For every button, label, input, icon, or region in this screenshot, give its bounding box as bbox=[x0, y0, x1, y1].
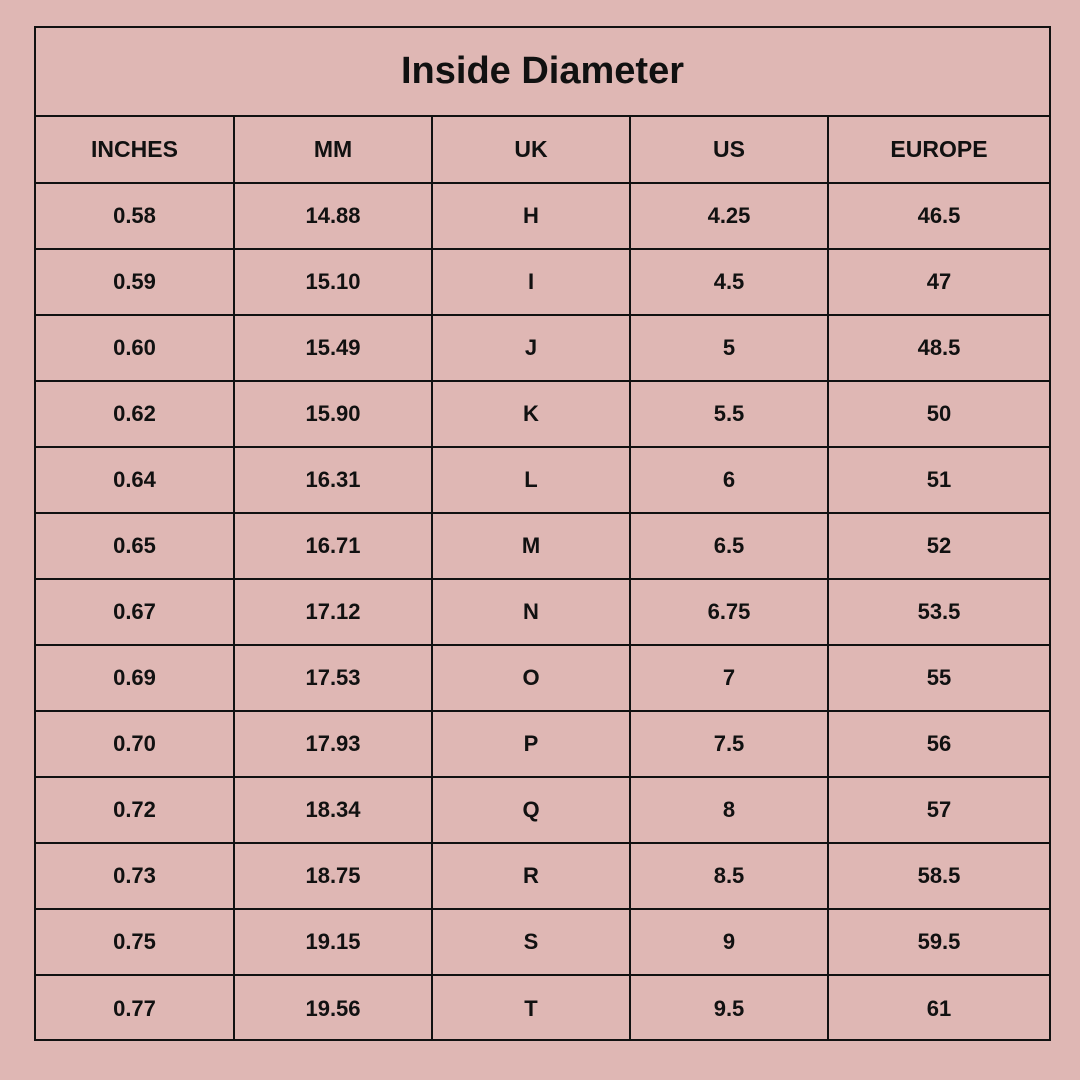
cell-us: 6.75 bbox=[630, 579, 828, 645]
cell-uk: O bbox=[432, 645, 630, 711]
cell-mm: 17.53 bbox=[234, 645, 432, 711]
ring-size-chart bbox=[34, 26, 1051, 1041]
cell-uk: J bbox=[432, 315, 630, 381]
cell-inches: 0.73 bbox=[36, 843, 234, 909]
cell-europe: 53.5 bbox=[828, 579, 1049, 645]
cell-mm: 19.15 bbox=[234, 909, 432, 975]
table-row bbox=[36, 843, 1049, 909]
header-row bbox=[36, 117, 1049, 183]
table-row bbox=[36, 183, 1049, 249]
cell-europe: 58.5 bbox=[828, 843, 1049, 909]
cell-inches: 0.65 bbox=[36, 513, 234, 579]
cell-europe: 50 bbox=[828, 381, 1049, 447]
cell-europe: 52 bbox=[828, 513, 1049, 579]
cell-uk: K bbox=[432, 381, 630, 447]
cell-uk: M bbox=[432, 513, 630, 579]
cell-uk: I bbox=[432, 249, 630, 315]
cell-inches: 0.60 bbox=[36, 315, 234, 381]
cell-us: 9.5 bbox=[630, 975, 828, 1041]
cell-uk: N bbox=[432, 579, 630, 645]
table-row bbox=[36, 579, 1049, 645]
cell-us: 5.5 bbox=[630, 381, 828, 447]
cell-uk: L bbox=[432, 447, 630, 513]
table-row bbox=[36, 909, 1049, 975]
cell-us: 8 bbox=[630, 777, 828, 843]
cell-inches: 0.69 bbox=[36, 645, 234, 711]
table-row bbox=[36, 645, 1049, 711]
header-us: US bbox=[630, 117, 828, 183]
cell-us: 6 bbox=[630, 447, 828, 513]
cell-inches: 0.70 bbox=[36, 711, 234, 777]
table-row bbox=[36, 513, 1049, 579]
cell-mm: 16.71 bbox=[234, 513, 432, 579]
cell-inches: 0.75 bbox=[36, 909, 234, 975]
cell-europe: 46.5 bbox=[828, 183, 1049, 249]
cell-inches: 0.72 bbox=[36, 777, 234, 843]
header-europe: EUROPE bbox=[828, 117, 1049, 183]
table-row bbox=[36, 447, 1049, 513]
cell-mm: 17.12 bbox=[234, 579, 432, 645]
cell-uk: Q bbox=[432, 777, 630, 843]
table-row bbox=[36, 381, 1049, 447]
title-row bbox=[36, 28, 1049, 117]
header-inches: INCHES bbox=[36, 117, 234, 183]
cell-mm: 15.90 bbox=[234, 381, 432, 447]
cell-mm: 18.75 bbox=[234, 843, 432, 909]
table-body bbox=[36, 183, 1049, 1041]
table-row bbox=[36, 315, 1049, 381]
cell-us: 4.5 bbox=[630, 249, 828, 315]
header-uk: UK bbox=[432, 117, 630, 183]
table-row bbox=[36, 249, 1049, 315]
cell-us: 8.5 bbox=[630, 843, 828, 909]
table-row bbox=[36, 777, 1049, 843]
cell-mm: 15.49 bbox=[234, 315, 432, 381]
cell-inches: 0.64 bbox=[36, 447, 234, 513]
cell-mm: 18.34 bbox=[234, 777, 432, 843]
cell-europe: 59.5 bbox=[828, 909, 1049, 975]
cell-europe: 57 bbox=[828, 777, 1049, 843]
cell-inches: 0.59 bbox=[36, 249, 234, 315]
cell-mm: 15.10 bbox=[234, 249, 432, 315]
cell-europe: 51 bbox=[828, 447, 1049, 513]
cell-mm: 19.56 bbox=[234, 975, 432, 1041]
cell-inches: 0.62 bbox=[36, 381, 234, 447]
cell-inches: 0.67 bbox=[36, 579, 234, 645]
cell-europe: 55 bbox=[828, 645, 1049, 711]
cell-us: 4.25 bbox=[630, 183, 828, 249]
cell-us: 7 bbox=[630, 645, 828, 711]
cell-inches: 0.77 bbox=[36, 975, 234, 1041]
table-row bbox=[36, 711, 1049, 777]
chart-title: Inside Diameter bbox=[401, 50, 684, 92]
cell-mm: 14.88 bbox=[234, 183, 432, 249]
cell-uk: H bbox=[432, 183, 630, 249]
cell-uk: P bbox=[432, 711, 630, 777]
cell-uk: S bbox=[432, 909, 630, 975]
cell-europe: 48.5 bbox=[828, 315, 1049, 381]
cell-uk: T bbox=[432, 975, 630, 1041]
cell-europe: 61 bbox=[926, 995, 952, 1021]
cell-us: 9 bbox=[630, 909, 828, 975]
cell-us: 6.5 bbox=[630, 513, 828, 579]
table-row bbox=[36, 975, 1049, 1041]
size-table bbox=[36, 117, 1049, 1041]
cell-mm: 17.93 bbox=[234, 711, 432, 777]
header-mm: MM bbox=[234, 117, 432, 183]
cell-mm: 16.31 bbox=[234, 447, 432, 513]
cell-us: 5 bbox=[630, 315, 828, 381]
cell-inches: 0.58 bbox=[36, 183, 234, 249]
cell-europe: 47 bbox=[828, 249, 1049, 315]
cell-us: 7.5 bbox=[630, 711, 828, 777]
cell-uk: R bbox=[432, 843, 630, 909]
cell-europe: 56 bbox=[828, 711, 1049, 777]
